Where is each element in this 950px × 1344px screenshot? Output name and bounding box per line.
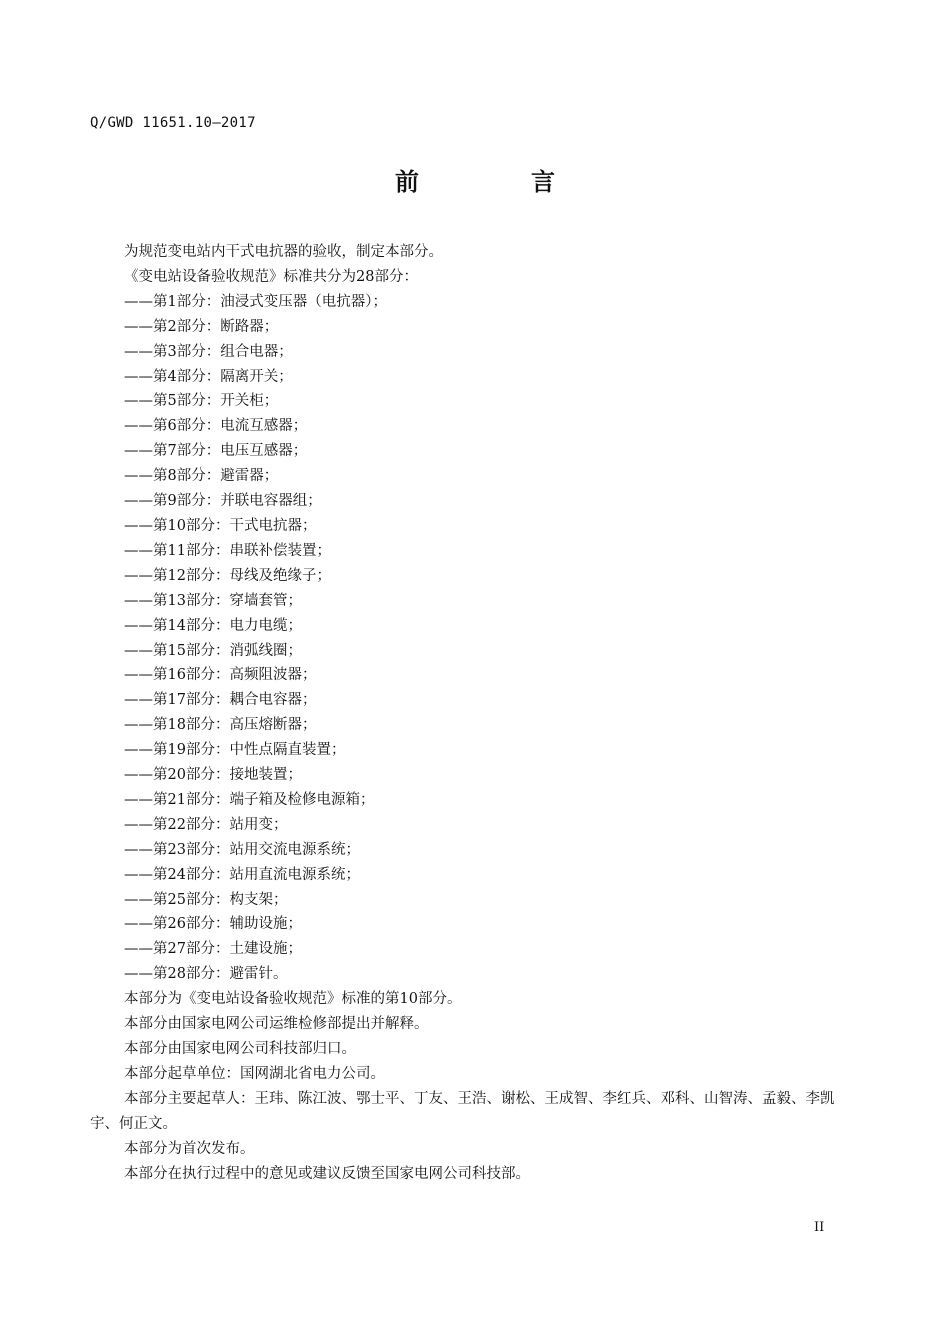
part-list-item: ——第22部分：站用变； [124,816,288,833]
final-line: 本部分在执行过程中的意见或建议反馈至国家电网公司科技部。 [124,1165,530,1182]
part-list-item: ——第28部分：避雷针。 [124,966,288,983]
part-list-item: ——第13部分：穿墙套管； [124,592,302,609]
part-list-item: ——第12部分：母线及绝缘子； [124,567,331,584]
part-list-item: ——第14部分：电力电缆； [124,617,302,634]
standard-code: Q/GWD 11651.10—2017 [90,115,256,131]
part-list-item: ——第5部分：开关柜； [124,393,279,410]
part-list-item: ——第27部分：土建设施； [124,941,302,958]
final-line: 本部分为首次发布。 [124,1140,255,1157]
drafters-paragraph: 本部分主要起草人：王玮、陈江波、鄂士平、丁友、王浩、谢松、王成智、李红兵、邓科、山智涛、孟毅、李凯宇、何正文。 [90,1090,835,1132]
part-list-item: ——第23部分：站用交流电源系统； [124,841,360,858]
page-number: II [814,1220,825,1235]
part-list-item: ——第19部分：中性点隔直装置； [124,742,346,759]
part-list-item: ——第7部分：电压互感器； [124,443,308,460]
part-list-item: ——第11部分：串联补偿装置； [124,542,331,559]
intro-line: 为规范变电站内干式电抗器的验收，制定本部分。 [124,244,443,260]
closing-line: 本部分由国家电网公司运维检修部提出并解释。 [124,1016,429,1033]
part-list-item: ——第2部分：断路器； [124,318,279,335]
part-list-item: ——第6部分：电流互感器； [124,418,308,435]
closing-line: 本部分为《变电站设备验收规范》标准的第10部分。 [124,991,462,1008]
part-list-item: ——第26部分：辅助设施； [124,916,302,933]
foreword-body [90,240,850,1186]
part-list-item: ——第15部分：消弧线圈； [124,642,302,659]
page-title: 前 言 [395,168,599,196]
part-list-item: ——第10部分：干式电抗器； [124,517,317,534]
part-list-item: ——第17部分：耦合电容器； [124,692,317,709]
closing-line: 本部分起草单位：国网湖北省电力公司。 [124,1065,385,1082]
part-list-item: ——第8部分：避雷器； [124,468,279,485]
intro-line: 《变电站设备验收规范》标准共分为28部分： [124,268,418,285]
part-list-item: ——第3部分：组合电器； [124,343,293,360]
part-list-item: ——第16部分：高频阻波器； [124,667,317,684]
part-list-item: ——第4部分：隔离开关； [124,368,293,385]
part-list-item: ——第1部分：油浸式变压器（电抗器）； [124,293,387,310]
part-list-item: ——第24部分：站用直流电源系统； [124,866,360,883]
part-list-item: ——第9部分：并联电容器组； [124,493,322,510]
closing-line: 本部分由国家电网公司科技部归口。 [124,1041,356,1057]
part-list-item: ——第25部分：构支架； [124,891,288,908]
part-list-item: ——第20部分：接地装置； [124,767,302,784]
part-list-item: ——第18部分：高压熔断器； [124,717,317,734]
part-list-item: ——第21部分：端子箱及检修电源箱； [124,791,375,808]
